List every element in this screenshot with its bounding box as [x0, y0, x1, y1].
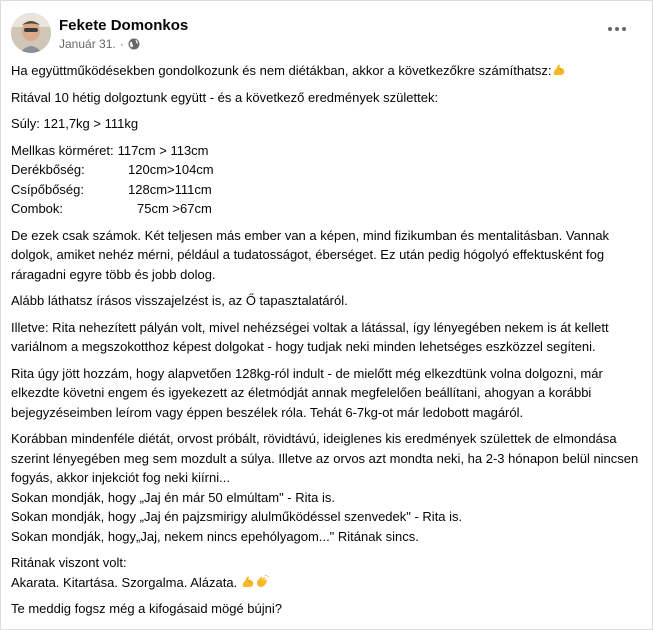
- post-paragraph: Alább láthatsz írásos visszajelzést is, az Ő tapasztalatáról.: [11, 293, 348, 308]
- measurement-row: [11, 141, 639, 161]
- measurement-row: [11, 160, 639, 180]
- flexed-biceps-emoji: [552, 63, 566, 77]
- measurement-label: Derékbőség:: [11, 162, 85, 177]
- measurement-label: Mellkas körméret:: [11, 142, 114, 158]
- post-line: Akarata. Kitartása. Szorgalma. Alázata.: [11, 573, 639, 593]
- post-line: Ritának viszont volt:: [11, 555, 127, 570]
- measurements-list: [11, 141, 639, 219]
- more-options-button[interactable]: [603, 15, 631, 43]
- more-options-icon: [608, 27, 626, 31]
- measurement-row: [11, 199, 639, 219]
- post-paragraph: Rita úgy jött hozzám, hogy alapvetően 128kg-ról indult - de mielőtt még elkezdtünk volna dolgozni, már elkezdte követni engem és igyekezett az életmódját annak megfelelően beállítani, ahogyan a korábbi bejegyzéseimben leírom vagy éppen beszélek róla. Tehát 6-7kg-ot már ledobott magáról.: [11, 365, 603, 420]
- measurement-value: 75cm >67cm: [137, 201, 212, 216]
- post-line: Sokan mondják, hogy„Jaj, nekem nincs epehólyagom..." Ritának sincs.: [11, 528, 419, 544]
- post-paragraph: Ha együttműködésekben gondolkozunk és nem diétákban, akkor a következőkre számíthatsz:: [11, 61, 639, 81]
- meta-separator: ·: [119, 37, 124, 51]
- measurement-label: Csípőbőség:: [11, 181, 84, 197]
- post-line: Sokan mondják, hogy „Jaj én pajzsmirigy alulműködéssel szenvedek" - Rita is.: [11, 509, 463, 524]
- post-date[interactable]: Január 31.: [59, 37, 116, 51]
- post-body: [11, 61, 639, 619]
- measurement-label: Combok:: [11, 201, 64, 216]
- post-line: Sokan mondják, hogy „Jaj én már 50 elmúltam" - Rita is.: [11, 489, 335, 505]
- post-paragraph: Te meddig fogsz még a kifogásaid mögé bújni?: [11, 601, 282, 616]
- flexed-biceps-emoji: [241, 575, 255, 589]
- post-paragraph: De ezek csak számok. Két teljesen más ember van a képen, mind fizikumban és mentalitásban. Vannak dolgok, amiket nehéz mérni, például a tudatosságot, éberséget. Ez után pedig hógolyó effektusként fog ráragadni egyre több és jobb dolog.: [11, 227, 610, 282]
- clapping-hands-emoji: [255, 575, 269, 589]
- post-paragraph: Súly: 121,7kg > 111kg: [11, 116, 139, 131]
- measurement-value: 117cm > 113cm: [117, 142, 209, 158]
- author-name[interactable]: Fekete Domonkos: [59, 17, 189, 34]
- avatar-image: [11, 13, 51, 53]
- post-meta: [59, 37, 140, 51]
- post-header: [11, 13, 641, 57]
- post-paragraph: Korábban mindenféle diétát, orvost próbált, rövidtávú, ideiglenes kis eredmények születtek de elmondása szerint lényegében meg sem mozdult a súlya. Illetve az orvos azt mondta neki, ha 2-3 hónapon belül nincsen fogyás, akkor injekciót fog neki kiírni...: [11, 431, 639, 485]
- post-paragraph: Illetve: Rita nehezített pályán volt, mivel nehézségei voltak a látással, így lényegében nekem is át kellett variálnom a megszokotthoz képest dolgokat - hogy tudjak neki minden lehetséges eszközzel segíteni.: [11, 319, 609, 354]
- author-avatar[interactable]: [11, 13, 51, 53]
- measurement-row: [11, 180, 639, 200]
- globe-icon: [128, 38, 140, 50]
- measurement-value: 128cm>111cm: [128, 181, 212, 197]
- post-paragraph: Ritával 10 hétig dolgoztunk együtt - és a következő eredmények születtek:: [11, 89, 439, 105]
- measurement-value: 120cm>104cm: [128, 162, 214, 177]
